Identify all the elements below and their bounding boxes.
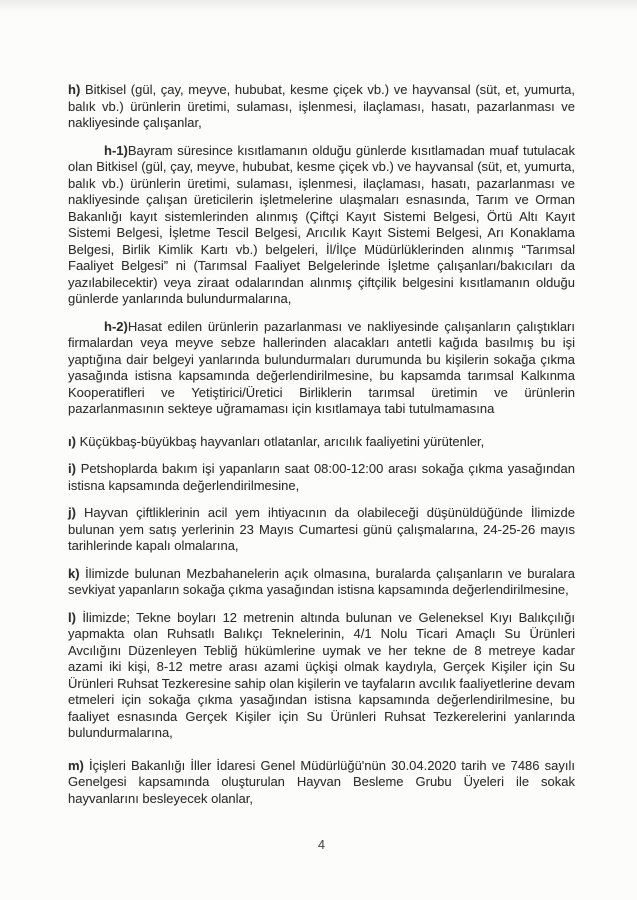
paragraph-l-text: İlimizde; Tekne boyları 12 metrenin altında bulunan ve Geleneksel Kıyı Balıkçılığı yapmakta olan Ruhsatlı Balıkçı Teknelerinin, 4/1 Nolu Ticari Amaçlı Su Ürünleri Avcılığını Düzenleyen Tebliğ hükümlerine uymak ve her tekne de 8 metreye kadar azami iki kişi, 8-12 metre arası azami üçkişi olmak kaydıyla, Gerçek Kişiler için Su Ürünleri Ruhsat Tezkeresine sahip olan kişilerin ve tayfaların avcılık faaliyetlerine devam etmeleri için sokağa çıkma yasağından istisna kapsamında değerlendirilmesine, bu faaliyet esnasında Gerçek Kişiler için Su Ürünleri Ruhsat Tezkerelerini yanlarında bulundurmalarına, — [68, 609, 575, 740]
paragraph-k — [68, 566, 575, 599]
paragraph-j — [68, 505, 575, 555]
paragraph-l-label: l) — [68, 609, 76, 625]
paragraph-h2-text: Hasat edilen ürünlerin pazarlanması ve nakliyesinde çalışanların çalıştıkları firmalardan veya meyve sebze hallerinden alacakları antetli kağıda basılmış bu işi yaptığına dair belgeyi yanlarında bulundurmaları durumunda bu kişilerin sokağa çıkma yasağında istisna kapsamında değerlendirilmesine, bu kapsamda tarımsal Kalkınma Kooperatifleri ve Yetiştirici/Üretici Birliklerin tarımsal üretimin ve ürünlerin pazarlanmasının sekteye uğramaması için kısıtlamaya tabi tutulmamasına — [68, 318, 575, 416]
paragraph-h1-text: Bayram süresince kısıtlamanın olduğu günlerde kısıtlamadan muaf tutulacak olan Bitkisel (gül, çay, meyve, hububat, kesme çiçek vb.) ve hayvansal (süt, et, yumurta, balık vb.) ürünlerin üretimi, sulaması, işlenmesi, ilaçlaması, hasatı, pazarlanması ve nakliyesinde çalışan üreticilerin işletmelerine ulaşmaları esnasında, Tarım ve Orman Bakanlığı kayıt sistemlerinden alınmış (Çiftçi Kayıt Sistemi Belgesi, Örtü Altı Kayıt Sistemi Belgesi, İşletme Tescil Belgesi, Arıcılık Kayıt Sistemi Belgesi, Arı Konaklama Belgesi, Birlik Kimlik Kartı vb.) belgeleri, İl/İlçe Müdürlüklerinden alınmış “Tarımsal Faaliyet Belgesi” ni (Tarımsal Faaliyet Belgelerinde İşletme çalışanları/bakıcıları da yazılabilecektir) veya ziraat odalarından alınmış çiftçilik belgesini kısıtlamanın olduğu günlerde yanlarında bulundurmalarına, — [68, 142, 575, 306]
paragraph-h2-label: h-2) — [104, 318, 128, 334]
paragraph-j-text: Hayvan çiftliklerinin acil yem ihtiyacının da olabileceği düşünüldüğünde İlimizde bulunan yem satış yerlerinin 23 Mayıs Cumartesi günü çalışmalarına, 24-25-26 mayıs tarihlerinde kapalı olmalarına, — [68, 505, 575, 553]
scan-edge-artifact — [0, 0, 637, 12]
document-body — [68, 82, 575, 818]
paragraph-h2 — [68, 319, 575, 418]
paragraph-j-label: j) — [68, 505, 76, 520]
paragraph-h1 — [68, 143, 575, 308]
paragraph-i-label: i) — [68, 461, 76, 476]
paragraph-m — [68, 758, 575, 808]
paragraph-i-dotless-label: ı) — [68, 433, 76, 449]
paragraph-i — [68, 461, 575, 494]
paragraph-h-label: h) — [68, 82, 81, 97]
paragraph-i-dotless — [68, 434, 575, 451]
paragraph-i-text: Petshoplarda bakım işi yapanların saat 08:00-12:00 arası sokağa çıkma yasağından istisna kapsamında değerlendirilmesine, — [68, 461, 575, 493]
paragraph-k-text: İlimizde bulunan Mezbahanelerin açık olmasına, buralarda çalışanların ve buralara sevkiyat yapanların sokağa çıkma yasağından istisna kapsamında değerlendirilmesine, — [68, 565, 575, 597]
paragraph-i-dotless-text: Küçükbaş-büyükbaş hayvanları otlatanlar, arıcılık faaliyetini yürütenler, — [75, 433, 485, 449]
paragraph-h-text: Bitkisel (gül, çay, meyve, hububat, kesme çiçek vb.) ve hayvansal (süt, et, yumurta, balık vb.) ürünlerin üretimi, sulaması, işlenmesi, ilaçlaması, hasatı, pazarlanması ve nakliyesinde çalışanlar, — [68, 82, 575, 130]
paragraph-m-text: İçişleri Bakanlığı İller İdaresi Genel Müdürlüğü'nün 30.04.2020 tarih ve 7486 sayılı Genelgesi kapsamında oluşturulan Hayvan Besleme Grubu Üyeleri ile sokak hayvanlarını besleyecek olanlar, — [68, 757, 575, 806]
paragraph-h1-label: h-1) — [104, 142, 128, 158]
paragraph-m-label: m) — [68, 757, 84, 773]
paragraph-l — [68, 610, 575, 742]
page-number: 4 — [318, 838, 325, 852]
paragraph-k-label: k) — [68, 565, 80, 581]
paragraph-h — [68, 82, 575, 132]
